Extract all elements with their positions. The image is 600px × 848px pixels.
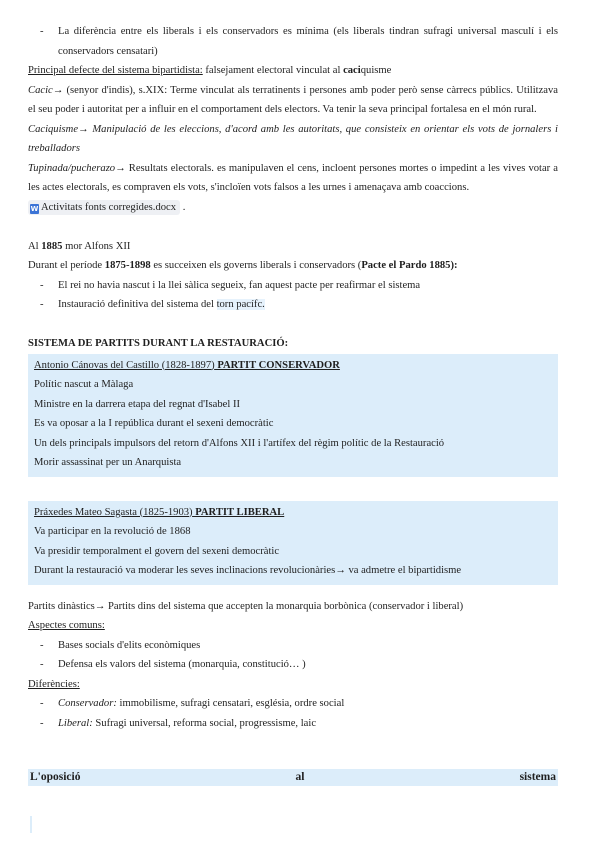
blank-line (28, 733, 558, 769)
diff-label: Diferències: (28, 678, 80, 690)
sagasta-line: Va participar en la revolució de 1868 (34, 526, 191, 537)
defect-label: Principal defecte del sistema bipartidista: (28, 65, 203, 76)
conservador-label: Conservador: (58, 698, 117, 709)
canovas-line: Polític nascut a Màlaga (34, 379, 134, 390)
blank-line (28, 585, 558, 597)
period-text: es succeixen els governs liberals i conservadors ( (150, 260, 362, 271)
liberal-text: Sufragi universal, reforma social, progressisme, laic (92, 717, 317, 729)
sagasta-line: Durant la restauració va moderar les seves inclinacions revolucionàries→ va admetre el bipartidisme (34, 565, 462, 576)
blank-line (28, 315, 558, 335)
bullet-text: El rei no havia nascut i la llei sàlica segueix, fan aquest pacte per reafirmar el sistema (58, 279, 421, 291)
canovas-line: Ministre en la darrera etapa del regnat d'Isabel II (34, 398, 241, 410)
canovas-party: PARTIT CONSERVADOR (214, 359, 340, 371)
bullet-dash: - (40, 279, 44, 291)
canovas-heading (34, 356, 552, 376)
blank-line (28, 477, 558, 501)
bullet-item (28, 636, 558, 656)
period-year: 1885 (41, 240, 63, 252)
conservador-text: immobilisme, sufragi censatari, església, ordre social (116, 698, 345, 709)
opposition-heading (28, 769, 558, 786)
common-label: Aspectes comuns: (28, 620, 105, 631)
canovas-box (28, 354, 558, 477)
bullet-text: Instauració definitiva del sistema del (58, 299, 217, 310)
section-title: SISTEMA DE PARTITS DURANT LA RESTAURACIÓ: (28, 338, 289, 349)
canovas-name: Antonio Cánovas del Castillo (1828-1897) (34, 359, 215, 371)
blank-line (28, 217, 558, 237)
bullet-item (28, 22, 558, 61)
cacic-paragraph (28, 81, 558, 120)
attachment-label: Activitats fonts corregides.docx (41, 201, 177, 213)
bullet-item (28, 714, 558, 734)
bullet-dash: - (40, 299, 44, 310)
period-years: 1875-1898 (104, 260, 151, 271)
bullet-dash: - (40, 26, 44, 37)
attachment-line (28, 198, 558, 218)
bullet-item (28, 655, 558, 675)
defect-bold: caci (343, 65, 361, 76)
liberal-label: Liberal: (58, 717, 93, 729)
period-text: Al (28, 240, 42, 252)
attachment-tail: . (180, 201, 186, 213)
sagasta-name: Práxedes Mateo Sagasta (1825-1903) (34, 506, 193, 518)
bullet-item (28, 276, 558, 296)
cacic-text: → (senyor d'indis), s.XIX: Terme vinculat als terratinents i persones amb poder però sense càrrecs públics. Utilitzava el seu poder i autoritat per a influir en el comportament dels electors. Va tenir la seva principal fortalesa en el món rural. (28, 84, 558, 115)
defect-text: falsejament electoral vinculat al (202, 65, 344, 76)
cacic-term: Cacic (28, 84, 53, 96)
defect-paragraph (28, 61, 558, 81)
highlighted-text: torn pacífc. (216, 299, 265, 310)
tupinada-term: Tupinada/pucherazo (28, 162, 116, 174)
canovas-line: Un dels principals impulsors del retorn d'Alfons XII i l'artífex del règim polític de la Restauració (34, 437, 445, 449)
bullet-dash: - (40, 717, 44, 729)
period-text: mor Alfons XII (62, 240, 131, 252)
opposition-word: L'oposició (30, 771, 81, 783)
bullet-dash: - (40, 659, 44, 670)
pact-name: Pacte el Pardo 1885): (361, 260, 458, 271)
bullet-text: Bases socials d'elits econòmiques (58, 639, 201, 651)
period-line-1 (28, 237, 558, 257)
defect-tail: quisme (360, 65, 392, 76)
caciquisme-paragraph: Caciquisme→ Manipulació de les eleccions, d'acord amb les autoritats, que consisteix en orientar els vots de jornalers i treballadors (28, 123, 558, 154)
sagasta-box (28, 501, 558, 585)
bullet-dash: - (40, 698, 44, 709)
bullet-text: Defensa els valors del sistema (monarquia, constitució… ) (58, 659, 306, 670)
sagasta-line: Va presidir temporalment el govern del sexeni democràtic (34, 545, 280, 557)
text-cursor (30, 816, 32, 833)
canovas-line: Morir assassinat per un Anarquista (34, 457, 182, 468)
period-line-2 (28, 256, 558, 276)
opposition-word: al (295, 771, 305, 783)
dynastic-intro: Partits dinàstics→ Partits dins del sistema que accepten la monarquia borbònica (conservador i liberal) (28, 600, 464, 612)
canovas-line: Es va oposar a la I república durant el sexeni democràtic (34, 418, 274, 429)
attachment-chip[interactable] (28, 200, 180, 215)
bullet-text: La diferència entre els liberals i els conservadors es mínima (els liberals tindran sufragi universal masculí i els conservadors censatari) (58, 26, 558, 57)
document-page (28, 22, 558, 786)
sagasta-heading (34, 503, 552, 523)
tupinada-text: → Resultats electorals. es manipulaven el cens, incloent persones mortes o impedint a les vives votar a les actes electorals, es compraven els vots, s'incloïen vots falsos a les urnes i amenaçava amb coaccions. (28, 162, 558, 193)
tupinada-paragraph (28, 159, 558, 198)
sagasta-party: PARTIT LIBERAL (192, 506, 285, 518)
word-doc-icon: W (30, 204, 39, 213)
bullet-item (28, 694, 558, 714)
bullet-dash: - (40, 639, 44, 651)
opposition-word: sistema (519, 771, 556, 783)
bullet-item (28, 295, 558, 315)
period-text: Durant el període (28, 260, 105, 271)
